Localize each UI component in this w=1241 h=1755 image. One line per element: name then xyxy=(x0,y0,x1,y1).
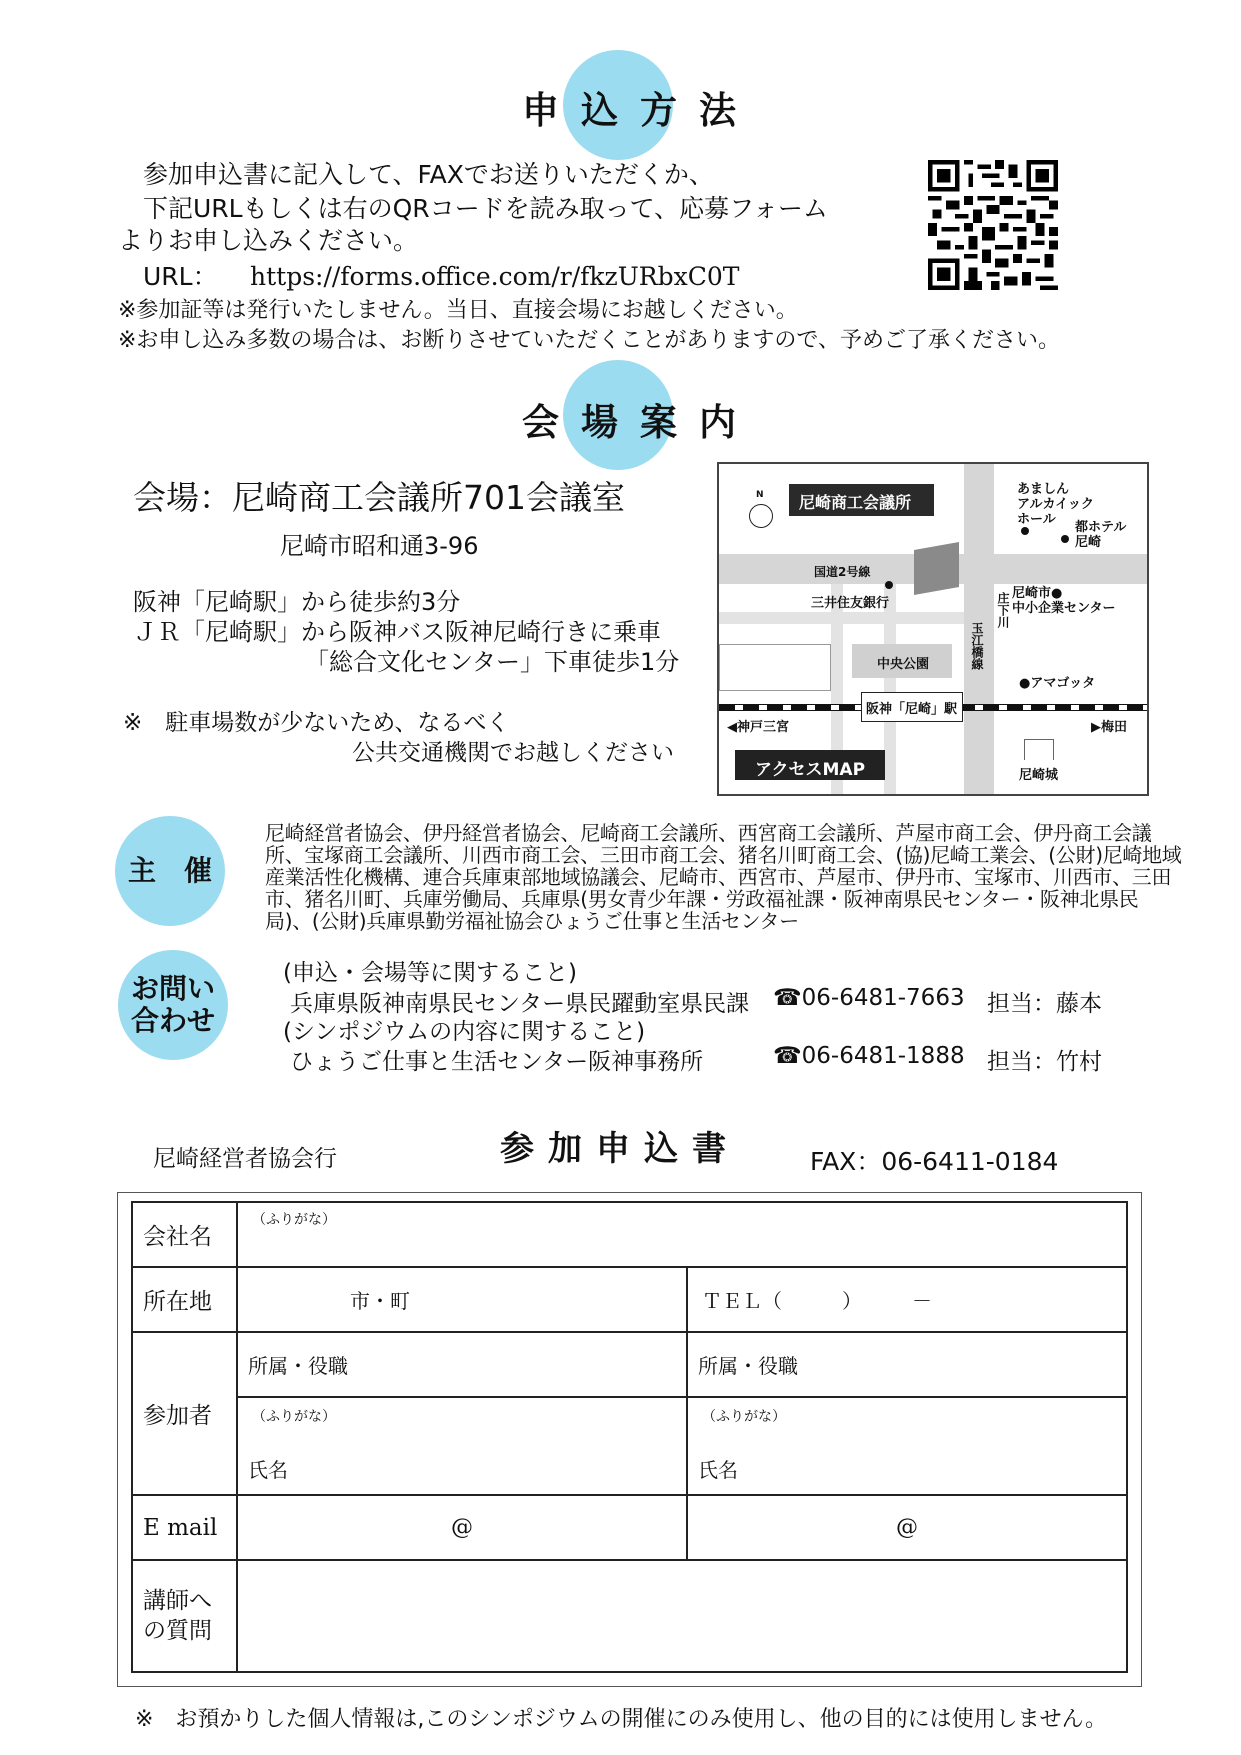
map-marker xyxy=(1021,527,1029,535)
map-tamae-label: 玉江橋線 xyxy=(970,622,984,670)
map-kobe-label: ◀神戸三宮 xyxy=(727,720,789,735)
application-line2: 下記URLもしくは右のQRコードを読み取って、応募フォーム xyxy=(143,194,828,223)
form-fax: FAX：06-6411-0184 xyxy=(810,1147,1059,1176)
participant1-at: @ xyxy=(451,1515,473,1540)
privacy-footer: ※ お預かりした個人情報は,このシンポジウムの開催にのみ使用し、他の目的には使用しません。 xyxy=(135,1707,1107,1732)
contact-tel1[interactable]: ☎06-6481-7663 xyxy=(773,985,965,1011)
participant1-dept-label: 所属・役職 xyxy=(248,1354,348,1378)
qr-code[interactable] xyxy=(928,160,1058,290)
contact-label-line1: お問い xyxy=(130,972,215,1005)
venue-name: 会場：尼崎商工会議所701会議室 xyxy=(133,478,625,517)
map-building-label: 尼崎商工会議所 xyxy=(799,493,912,512)
url-label: URL： xyxy=(143,262,218,291)
venue-parking1: ※ 駐車場数が少ないため、なるべく xyxy=(123,710,510,736)
organizers-label-text: 主 催 xyxy=(127,854,212,887)
contact-org1: 兵庫県阪神南県民センター県民躍動室県民課 xyxy=(290,991,750,1017)
map-shoge-label: 庄下川 xyxy=(996,592,1010,628)
venue-parking2: 公共交通機関でお越しください xyxy=(352,740,674,766)
castle-icon xyxy=(1024,739,1054,760)
participant2-dept[interactable] xyxy=(687,1332,1127,1397)
map-amagoza-label: ●アマゴッタ xyxy=(1019,676,1096,691)
contact-org2: ひょうご仕事と生活センター阪神事務所 xyxy=(290,1049,704,1075)
question-header xyxy=(132,1560,237,1672)
map-chusho-2: 中小企業センター xyxy=(1012,601,1116,616)
application-line3: よりお申し込みください。 xyxy=(118,226,419,255)
form-issuer: 尼崎経営者協会行 xyxy=(153,1146,337,1172)
participant1-email[interactable] xyxy=(237,1495,687,1560)
form-title: 参加申込書 xyxy=(500,1129,740,1169)
address-city-label: 市・町 xyxy=(350,1289,410,1313)
map-smbc-label: 三井住友銀行 xyxy=(811,596,890,611)
contact-person2: 担当：竹村 xyxy=(987,1049,1102,1075)
map-park-label: 中央公園 xyxy=(877,657,930,672)
application-line1: 参加申込書に記入して、FAXでお送りいただくか、 xyxy=(143,160,714,189)
email-header: E mail xyxy=(132,1495,237,1560)
map-umeda-label: ▶梅田 xyxy=(1091,720,1127,735)
organizers-list: 尼崎経営者協会、伊丹経営者協会、尼崎商工会議所、西宮商工会議所、芦屋市商工会、伊丹商工会議所、宝塚商工会議所、川西市商工会、三田市商工会、猪名川町商工会、(協)尼崎工業会、(公財)尼崎地域産業活性化機構、連合兵庫東部地域協議会、尼崎市、西宮市、芦屋市、伊丹市、宝塚市、川西市、三田市、猪名川町、兵庫労働局、兵庫県(男女青少年課・労政福祉課・阪神南県民センター・阪神北県民局)、(公財)兵庫県勤労福祉協会ひょうご仕事と生活センター xyxy=(265,821,1182,933)
contact-head1: (申込・会場等に関すること) xyxy=(283,960,577,986)
map-amashin-2: アルカイック xyxy=(1017,497,1094,512)
map-castle-label: 尼崎城 xyxy=(1019,768,1059,783)
participant2-dept-label: 所属・役職 xyxy=(698,1354,798,1378)
map-building-shape xyxy=(914,542,959,595)
question-field[interactable] xyxy=(237,1560,1127,1672)
company-furigana: （ふりがな） xyxy=(252,1212,336,1228)
application-note2: ※お申し込み多数の場合は、お断りさせていただくことがありますので、予めご了承ください。 xyxy=(118,328,1060,353)
participant2-name[interactable] xyxy=(687,1397,1127,1495)
map-marker xyxy=(885,581,893,589)
map-north-label: N xyxy=(756,490,764,500)
map-road-minor-3 xyxy=(884,584,896,794)
company-field[interactable] xyxy=(237,1202,1127,1267)
contact-person1: 担当：藤本 xyxy=(987,991,1102,1017)
application-form xyxy=(131,1201,1128,1673)
company-header: 会社名 xyxy=(132,1202,237,1267)
map-amashin-3: ホール xyxy=(1017,512,1056,527)
participant1-name[interactable] xyxy=(237,1397,687,1495)
participant1-name-label: 氏名 xyxy=(248,1458,288,1482)
venue-access2: ＪＲ「尼崎駅」から阪神バス阪神尼崎行きに乗車 xyxy=(133,618,661,646)
address-header: 所在地 xyxy=(132,1267,237,1332)
venue-access3: 「総合文化センター」下車徒歩1分 xyxy=(305,648,680,676)
participant2-email[interactable] xyxy=(687,1495,1127,1560)
map-marker xyxy=(1061,535,1069,543)
tel-label: ＴＥＬ（ ） － xyxy=(702,1289,932,1313)
venue-access1: 阪神「尼崎駅」から徒歩約3分 xyxy=(133,588,461,616)
map-station-label: 阪神「尼崎」駅 xyxy=(866,702,958,717)
contact-label xyxy=(118,950,228,1060)
application-title: 申込方法 xyxy=(522,89,758,132)
map-access-label: アクセスMAP xyxy=(755,760,866,780)
participant1-furigana: （ふりがな） xyxy=(252,1409,336,1425)
participant2-furigana: （ふりがな） xyxy=(702,1409,786,1425)
compass-icon xyxy=(749,504,773,528)
map-route2-label: 国道2号線 xyxy=(814,565,871,579)
question-header-line2: の質問 xyxy=(143,1618,212,1644)
participant2-at: @ xyxy=(896,1515,918,1540)
address-field[interactable] xyxy=(237,1267,687,1332)
tel-field[interactable] xyxy=(687,1267,1127,1332)
map-amashin-1: あましん xyxy=(1017,482,1070,497)
venue-address: 尼崎市昭和通3-96 xyxy=(280,532,479,560)
map-block xyxy=(719,644,831,691)
organizers-label xyxy=(115,816,225,926)
map-miyako-2: 尼崎 xyxy=(1075,535,1102,550)
map-chusho-1: 尼崎市● xyxy=(1012,586,1063,601)
participant2-name-label: 氏名 xyxy=(698,1458,738,1482)
contact-head2: (シンポジウムの内容に関すること) xyxy=(283,1019,646,1045)
access-map[interactable] xyxy=(717,462,1149,796)
participant-header: 参加者 xyxy=(132,1332,237,1495)
contact-tel2[interactable]: ☎06-6481-1888 xyxy=(773,1043,965,1069)
application-url[interactable]: https://forms.office.com/r/fkzURbxC0T xyxy=(250,262,740,291)
map-miyako-1: 都ホテル xyxy=(1075,520,1127,535)
participant1-dept[interactable] xyxy=(237,1332,687,1397)
question-header-line1: 講師へ xyxy=(143,1588,212,1614)
application-note1: ※参加証等は発行いたしません。当日、直接会場にお越しください。 xyxy=(118,298,798,323)
contact-label-line2: 合わせ xyxy=(130,1004,215,1037)
venue-title: 会場案内 xyxy=(522,401,758,444)
